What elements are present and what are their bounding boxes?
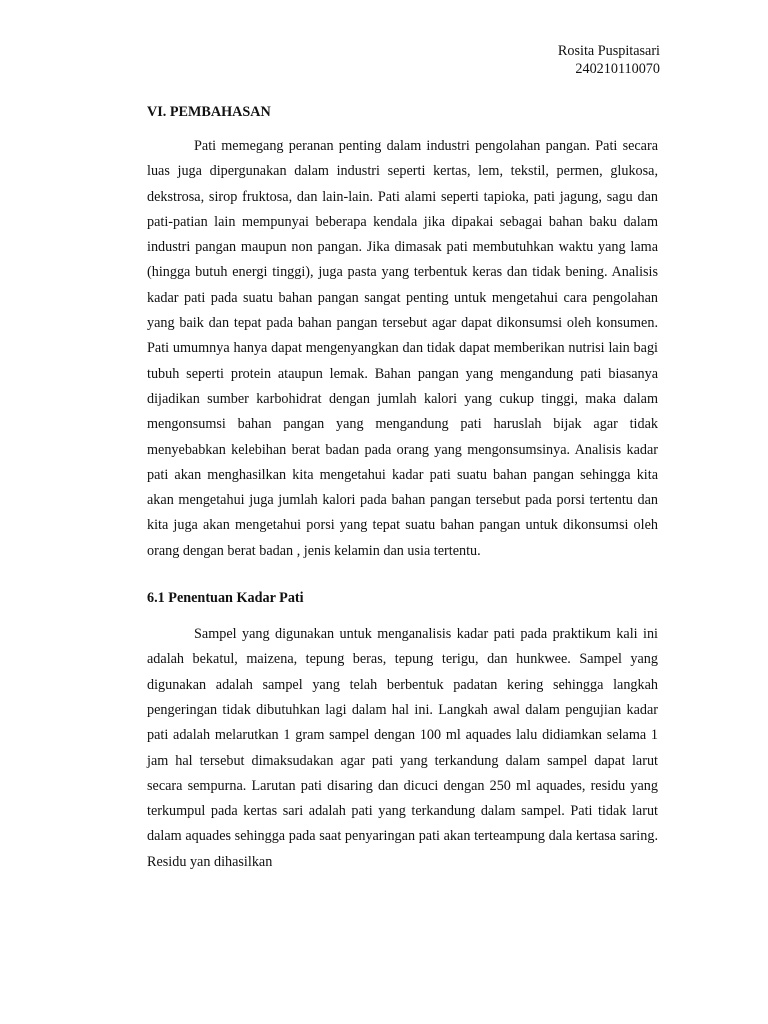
author-info (558, 42, 660, 78)
subsection-paragraph: Sampel yang digunakan untuk menganalisis kadar pati pada praktikum kali ini adalah bekatul, maizena, tepung beras, tepung terigu, dan hunkwee. Sampel yang digunakan adalah sampel yang telah berbentuk padatan kering sehingga langkah pengeringan tidak dibutuhkan lagi dalam hal ini. Langkah awal dalam pengujian kadar pati adalah melarutkan 1 gram sampel dengan 100 ml aquades lalu didiamkan selama 1 jam hal tersebut dimaksudakan agar pati yang terkandung dalam sampel dapat larut secara sempurna. Larutan pati disaring dan dicuci dengan 250 ml aquades, residu yang terkumpul pada kertas sari adalah pati yang terkandung dalam sampel. Pati tidak larut dalam aquades sehingga pada saat penyaringan pati akan terteampung dala kertasa saring. Residu yan dihasilkan (147, 626, 658, 870)
subsection-title: 6.1 Penentuan Kadar Pati (147, 590, 304, 607)
document-body (147, 102, 658, 875)
student-id: 240210110070 (575, 61, 660, 77)
section-paragraph: Pati memegang peranan penting dalam industri pengolahan pangan. Pati secara luas juga dipergunakan dalam industri seperti kertas, lem, tekstil, permen, glukosa, dekstrosa, sirop fruktosa, dan lain-lain. Pati alami seperti tapioka, pati jagung, sagu dan pati-patian lain mempunyai beberapa kendala jika dipakai sebagai bahan baku dalam industri pangan maupun non pangan. Jika dimasak pati membutuhkan waktu yang lama (hingga butuh energi tinggi), juga pasta yang terbentuk keras dan tidak bening. Analisis kadar pati pada suatu bahan pangan sangat penting untuk mengetahui cara pengolahan yang baik dan tepat pada bahan pangan tersebut agar dapat dikonsumsi oleh konsumen. Pati umumnya hanya dapat mengenyangkan dan tidak dapat memberikan nutrisi lain bagi tubuh seperti protein ataupun lemak. Bahan pangan yang mengandung pati biasanya dijadikan sumber karbohidrat dengan jumlah kalori yang cukup tinggi, maka dalam mengonsumsi bahan pangan yang mengandung pati haruslah bijak agar tidak menyebabkan kelebihan berat badan pada orang yang mengonsumsinya. Analisis kadar pati akan menghasilkan kita mengetahui kadar pati suatu bahan pangan sehingga kita akan mengetahui juga jumlah kalori pada bahan pangan tersebut pada porsi tertentu dan kita juga akan mengetahui porsi yang tepat suatu bahan pangan untuk dikonsumsi oleh orang dengan berat badan , jenis kelamin dan usia tertentu. (147, 138, 658, 559)
author-name: Rosita Puspitasari (557, 43, 660, 59)
section-title: VI. PEMBAHASAN (147, 104, 271, 120)
